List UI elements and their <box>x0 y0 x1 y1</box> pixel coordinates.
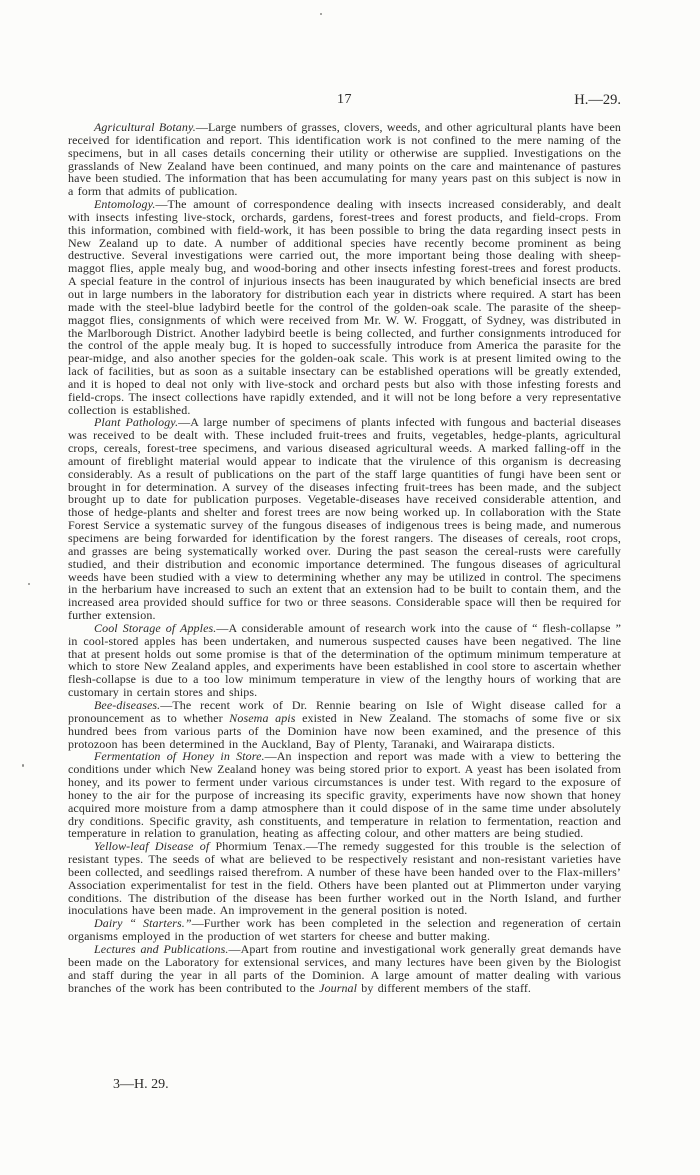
paragraph <box>68 750 621 840</box>
paragraph-italic-segment: Nosema apis <box>229 710 296 725</box>
paragraph-text-segment: —Further work has been completed in the selection and regeneration of certain organisms employed in the production of wet starters for cheese and butter making. <box>68 916 621 944</box>
scan-speck <box>22 764 24 767</box>
paragraph-italic-segment: Agricultural Botany. <box>94 120 196 134</box>
paragraph-italic-segment: Journal <box>319 980 358 995</box>
paragraph-italic-segment: Yellow-leaf Disease of <box>94 839 216 854</box>
paragraph-italic-segment: Cool Storage of Apples. <box>94 620 217 635</box>
scan-speck <box>320 13 322 15</box>
paragraph <box>68 840 621 917</box>
paragraph-italic-segment: Fermentation of Honey in Store. <box>94 749 265 764</box>
paragraph-italic-segment: Plant Pathology. <box>94 415 179 430</box>
page-body <box>68 121 621 994</box>
scan-speck <box>28 583 30 585</box>
paragraph <box>68 416 621 622</box>
paragraph-text-segment: by different members of the staff. <box>357 980 532 995</box>
paragraph-italic-segment: Entomology. <box>94 197 156 212</box>
paragraph-italic-segment: Bee-diseases. <box>94 697 161 712</box>
paragraph <box>68 943 621 994</box>
page-header <box>68 92 621 108</box>
paragraph-text-segment: —A considerable amount of research work into the cause of “ flesh-collapse ” in cool-stored apples has been undertaken, and numerous suspected causes have been negatived. The line that at present holds out some promise is that of the determination of the optimum minimum temperature at which to store New Zealand apples, and experiments have been established in cool store to ascertain whether flesh-collapse is due to a too low minimum temperature in view of the lengthy hours of working that are customary in certain stores and ships. <box>68 620 621 700</box>
paragraph <box>68 917 621 943</box>
page-footer <box>113 1077 169 1093</box>
paragraph <box>68 198 621 416</box>
paragraph-italic-segment: Dairy “ Starters.” <box>94 916 192 931</box>
paragraph-text-segment: Phormium Tenax.—The remedy suggested for this trouble is the selection of resistant types. The seeds of what are believed to be respectively resistant and non-resistant varieties have been collected, and seedlings raised therefrom. A number of these have been handed over to the Flax-millers’ Association experimentalist for test in the field. Others have been planted out at Plimmerton under varying conditions. The distribution of the disease has been further worked out in the North Island, and further inoculations have been made. An improvement in the general position is noted. <box>68 839 621 918</box>
paragraph <box>68 699 621 750</box>
footer-signature: 3—H. 29. <box>113 1077 169 1092</box>
paragraph <box>68 121 621 198</box>
paragraph-italic-segment: Lectures and Publications. <box>94 942 229 956</box>
page-number: 17 <box>337 92 352 107</box>
document-reference: H.—29. <box>574 92 621 108</box>
paragraph-text-segment: —Apart from routine and investigational work generally great demands have been made on the Laboratory for extensional services, and many lectures have been given by the Biologist and staff during the year in all parts of the Dominion. A large amount of matter dealing with various branches of the work has been contributed to the <box>68 942 621 995</box>
paragraph-text-segment: —An inspection and report was made with a view to bettering the conditions under which New Zealand honey was being stored prior to export. A yeast has been isolated from honey, and its power to ferment under various circumstances is under test. With regard to the exposure of honey to the air for the purpose of increasing its specific gravity, experiments have now shown that honey acquired more moisture from a damp atmosphere than it could dispose of in the same time under absolutely dry conditions. Specific gravity, ash constituents, and temperature in relation to fermentation, reaction and temperature in relation to granulation, heating as affecting colour, and other matters are being studied. <box>68 749 621 841</box>
paragraph-text-segment: —The recent work of Dr. Rennie bearing on Isle of Wight disease called for a pronouncement as to whether <box>68 697 621 725</box>
paragraph <box>68 622 621 699</box>
paragraph-text-segment: —The amount of correspondence dealing with insects increased considerably, and dealt with insects infesting live-stock, orchards, gardens, forest-trees and forest products, and field-crops. From this information, combined with field-work, it has been possible to bring the data regarding insect pests in New Zealand up to date. A number of additional species have recently become prominent as being destructive. Several investigations were carried out, the more important being those dealing with sheep-maggot flies, apple mealy bug, and wood-boring and other insects infesting forest-trees and forest products. A special feature in the control of injurious insects has been inaugurated by which beneficial insects are bred out in large numbers in the laboratory for distribution each year in districts where required. A start has been made with the steel-blue ladybird beetle for the control of the golden-oak scale. The parasite of the sheep-maggot flies, consignments of which were received from Mr. W. W. Froggatt, of Sydney, was distributed in the Marlborough District. Another ladybird beetle is being collected, and further consignments introduced for the control of the apple mealy bug. It is hoped to successfully introduce from America the parasite for the pear-midge, and also another species for the golden-oak scale. This work is at present limited owing to the lack of facilities, but as soon as a suitable insectary can be established operations will be greatly extended, and it is hoped to deal not only with live-stock and orchard pests but also with those infesting forests and field-crops. The insect collections have rapidly extended, and it will not be long before a very representative collection is established. <box>68 197 621 417</box>
paragraph-text-segment: —Large numbers of grasses, clovers, weeds, and other agricultural plants have been received for identification and report. This identification work is not confined to the mere naming of the specimens, but in all cases details concerning their utility or otherwise are supplied. Investigations on the grasslands of New Zealand have been continued, and many points on the care and maintenance of pastures have been studied. The information that has been accumulating for many years past on this subject is now in a form that admits of publication. <box>68 120 621 199</box>
paragraph-text-segment: —A large number of specimens of plants infected with fungous and bacterial diseases was received to be dealt with. These included fruit-trees and fruits, vegetables, hedge-plants, agricultural crops, cereals, forest-tree specimens, and various diseased agricultural weeds. A marked falling-off in the amount of fireblight material would appear to indicate that the virulence of this organism is decreasing considerably. As a result of publications on the part of the staff large quantities of fungi have been sent or brought in for determination. A survey of the diseases infecting fruit-trees has been made, and the subject brought up to date for publication purposes. Vegetable-diseases have received considerable attention, and those of hedge-plants and shelter and forest trees are now being worked up. In collaboration with the State Forest Service a systematic survey of the fungous diseases of indigenous trees is being made, and numerous specimens are being forwarded for identification by the forest rangers. The diseases of cereals, root crops, and grasses are being systematically worked over. During the past season the cereal-rusts were carefully studied, and their distribution and economic importance determined. The fungous diseases of agricultural weeds have been studied with a view to determining whether any may be utilized in control. The specimens in the herbarium have increased to such an extent that an extension had to be built to contain them, and the increased area provided should suffice for two or three seasons. Considerable space will then be required for further extension. <box>68 415 621 623</box>
paragraph-text-segment: existed in New Zealand. The stomachs of some five or six hundred bees from various parts of the Dominion have now been examined, and the presence of this protozoon has been determined in the Auckland, Bay of Plenty, Taranaki, and Wairarapa disticts. <box>68 710 621 751</box>
